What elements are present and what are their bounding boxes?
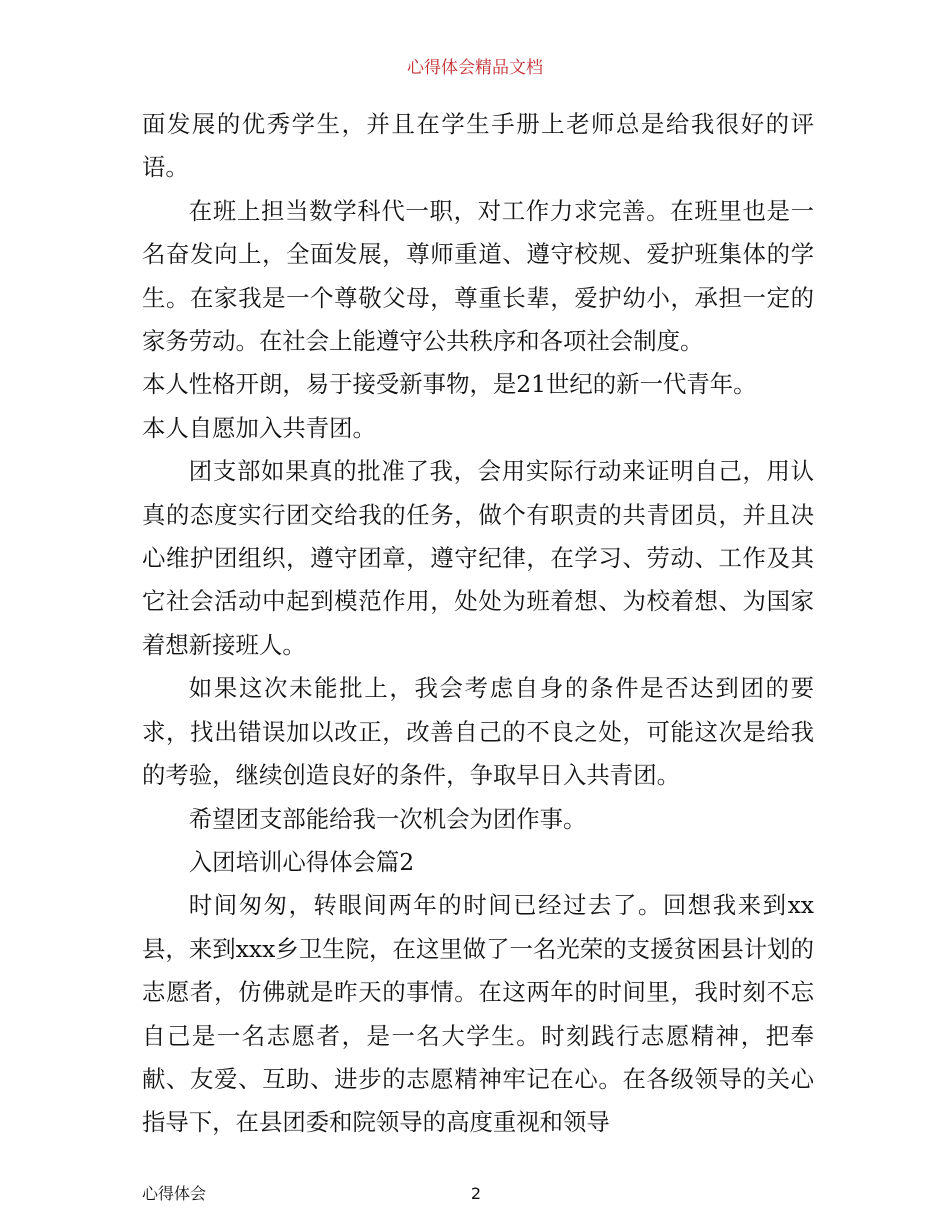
paragraph: 面发展的优秀学生，并且在学生手册上老师总是给我很好的评语。 [142, 110, 814, 182]
paragraph: 本人性格开朗，易于接受新事物，是21世纪的新一代青年。 [142, 370, 757, 399]
paragraph: 希望团支部能给我一次机会为团作事。 [188, 804, 587, 833]
paragraph: 如果这次未能批上，我会考虑自身的条件是否达到团的要求，找出错误加以改正，改善自己的不良之处，可能这次是给我的考验，继续创造良好的条件，争取早日入共青团。 [142, 674, 814, 790]
section-heading: 入团培训心得体会篇2 [188, 847, 415, 876]
paragraph: 在班上担当数学科代一职，对工作力求完善。在班里也是一名奋发向上，全面发展，尊师重道、遵守校规、爱护班集体的学生。在家我是一个尊敬父母，尊重长辈，爱护幼小，承担一定的家务劳动。在社会上能遵守公共秩序和各项社会制度。 [142, 196, 814, 356]
document-header-title: 心得体会精品文档 [407, 58, 543, 78]
paragraph: 本人自愿加入共青团。 [142, 413, 376, 442]
paragraph: 时间匆匆，转眼间两年的时间已经过去了。回想我来到xx县，来到xxx乡卫生院，在这里做了一名光荣的支援贫困县计划的志愿者，仿佛就是昨天的事情。在这两年的时间里，我时刻不忘自己是一名志愿者，是一名大学生。时刻践行志愿精神，把奉献、友爱、互助、进步的志愿精神牢记在心。在各级领导的关心指导下，在县团委和院领导的高度重视和领导 [142, 891, 814, 1137]
page-number: 2 [470, 1184, 482, 1203]
paragraph: 团支部如果真的批准了我，会用实际行动来证明自己，用认真的态度实行团交给我的任务，做个有职责的共青团员，并且决心维护团组织，遵守团章，遵守纪律，在学习、劳动、工作及其它社会活动中起到模范作用，处处为班着想、为校着想、为国家着想新接班人。 [142, 457, 814, 659]
footer-label: 心得体会 [142, 1184, 207, 1203]
document-body [142, 103, 814, 1145]
